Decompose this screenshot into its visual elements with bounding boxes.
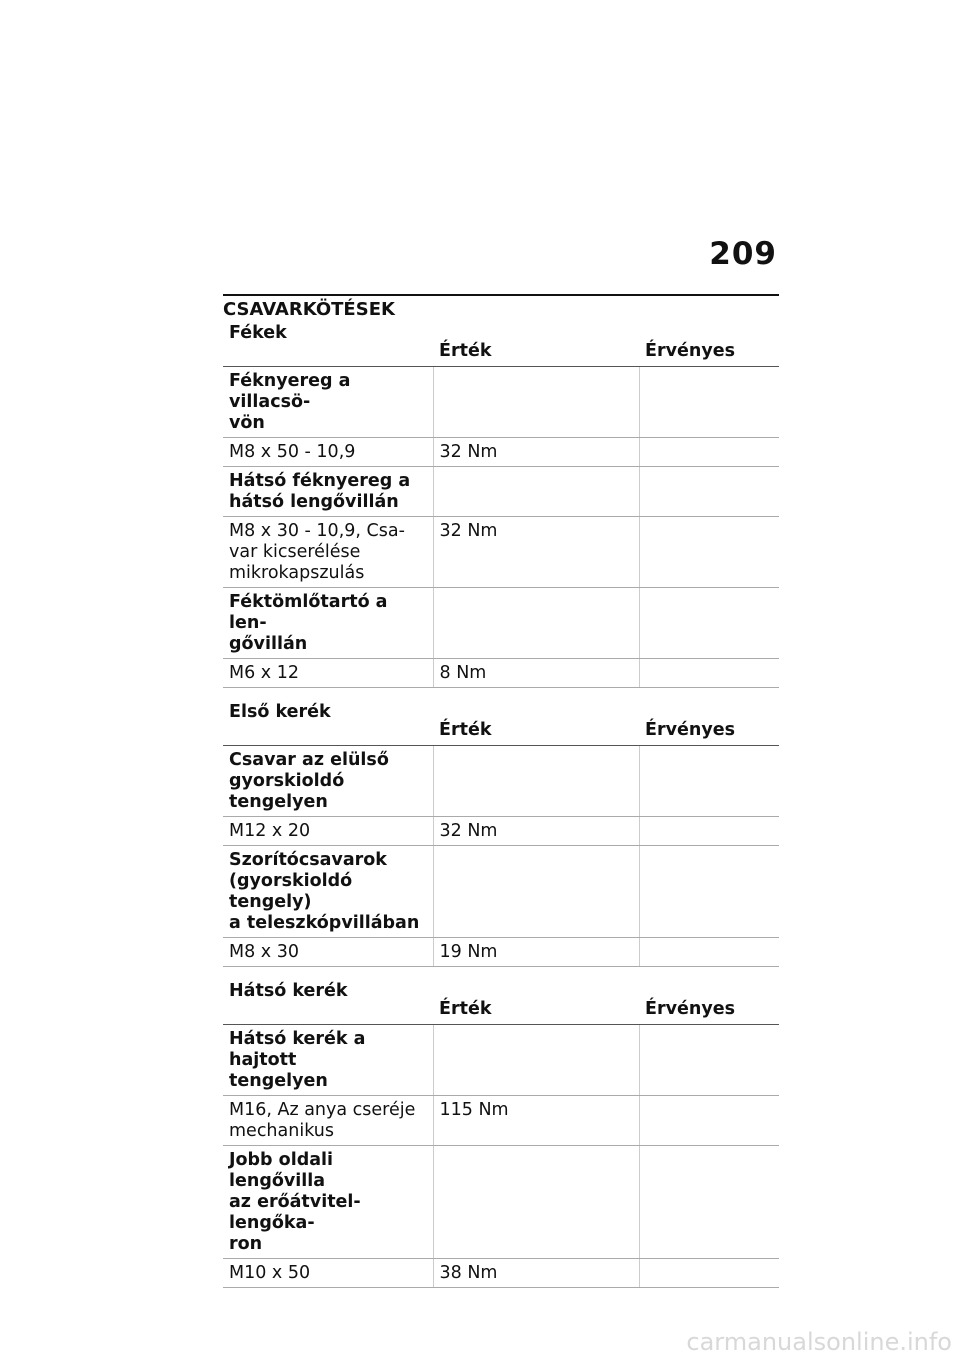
group-header-row — [223, 323, 779, 367]
page-number: 209 — [709, 236, 777, 272]
component-cell: Féknyereg a villacsö- vön — [223, 367, 433, 438]
value-column-header: Érték — [433, 323, 639, 367]
torque-value-cell: 8 Nm — [433, 659, 639, 688]
value-column-header: Érték — [433, 981, 639, 1025]
spec-row — [223, 517, 779, 588]
spec-row — [223, 1259, 779, 1288]
torque-value-cell — [433, 846, 639, 938]
group-title: Fékek — [223, 323, 433, 367]
torque-value-cell: 38 Nm — [433, 1259, 639, 1288]
spec-row — [223, 938, 779, 967]
component-cell: M8 x 30 — [223, 938, 433, 967]
torque-value-cell — [433, 1146, 639, 1259]
component-cell: M12 x 20 — [223, 817, 433, 846]
component-cell: Féktömlőtartó a len- gővillán — [223, 588, 433, 659]
validity-cell — [639, 367, 779, 438]
component-cell: M16, Az anya cseréje mechanikus — [223, 1096, 433, 1146]
torque-value-cell: 32 Nm — [433, 517, 639, 588]
component-cell: Jobb oldali lengővilla az erőátvitel-lengőka- ron — [223, 1146, 433, 1259]
group-gap — [223, 967, 779, 982]
validity-cell — [639, 1096, 779, 1146]
spec-row — [223, 438, 779, 467]
component-row — [223, 1025, 779, 1096]
validity-cell — [639, 1025, 779, 1096]
component-cell: Szorítócsavarok (gyorskioldó tengely) a teleszkópvillában — [223, 846, 433, 938]
valid-column-header: Érvényes — [639, 702, 779, 746]
torque-value-cell — [433, 588, 639, 659]
component-row — [223, 846, 779, 938]
validity-cell — [639, 846, 779, 938]
component-cell: Csavar az elülső gyorskioldó tengelyen — [223, 746, 433, 817]
section-title: CSAVARKÖTÉSEK — [223, 299, 395, 320]
torque-value-cell — [433, 1025, 639, 1096]
group-gap — [223, 688, 779, 703]
torque-value-cell: 32 Nm — [433, 817, 639, 846]
validity-cell — [639, 938, 779, 967]
validity-cell — [639, 1259, 779, 1288]
group-header-row — [223, 981, 779, 1025]
torque-value-cell: 115 Nm — [433, 1096, 639, 1146]
validity-cell — [639, 517, 779, 588]
component-row — [223, 588, 779, 659]
torque-value-cell — [433, 367, 639, 438]
validity-cell — [639, 817, 779, 846]
torque-value-cell — [433, 746, 639, 817]
component-cell: M10 x 50 — [223, 1259, 433, 1288]
component-cell: M8 x 50 - 10,9 — [223, 438, 433, 467]
torque-section — [223, 294, 779, 1288]
spec-row — [223, 817, 779, 846]
component-row — [223, 467, 779, 517]
component-row — [223, 746, 779, 817]
torque-table — [223, 323, 779, 1288]
group-title: Első kerék — [223, 702, 433, 746]
component-row — [223, 367, 779, 438]
component-cell: M8 x 30 - 10,9, Csa- var kicserélése mikrokapszulás — [223, 517, 433, 588]
validity-cell — [639, 588, 779, 659]
validity-cell — [639, 467, 779, 517]
valid-column-header: Érvényes — [639, 981, 779, 1025]
value-column-header: Érték — [433, 702, 639, 746]
validity-cell — [639, 659, 779, 688]
validity-cell — [639, 1146, 779, 1259]
component-cell: M6 x 12 — [223, 659, 433, 688]
validity-cell — [639, 746, 779, 817]
torque-value-cell — [433, 467, 639, 517]
watermark: carmanualsonline.info — [686, 1328, 952, 1356]
spec-row — [223, 1096, 779, 1146]
component-cell: Hátsó féknyereg a hátsó lengővillán — [223, 467, 433, 517]
component-cell: Hátsó kerék a hajtott tengelyen — [223, 1025, 433, 1096]
group-header-row — [223, 702, 779, 746]
valid-column-header: Érvényes — [639, 323, 779, 367]
validity-cell — [639, 438, 779, 467]
spec-row — [223, 659, 779, 688]
torque-value-cell: 19 Nm — [433, 938, 639, 967]
component-row — [223, 1146, 779, 1259]
torque-value-cell: 32 Nm — [433, 438, 639, 467]
group-title: Hátsó kerék — [223, 981, 433, 1025]
